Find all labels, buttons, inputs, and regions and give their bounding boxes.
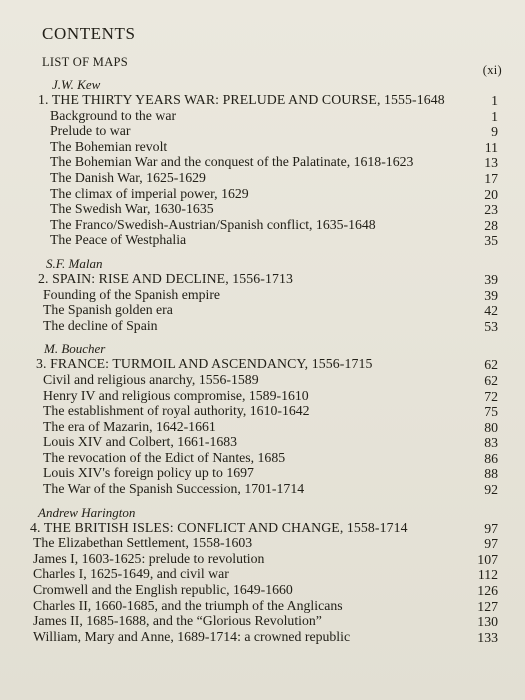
chapter-title-row: [0, 92, 525, 108]
section-row: [0, 108, 525, 124]
section-title: The revocation of the Edict of Nantes, 1685: [43, 449, 286, 465]
section-row: [0, 186, 525, 202]
chapter-title-row: [0, 271, 525, 287]
section-title: William, Mary and Anne, 1689-1714: a crowned republic: [33, 628, 351, 644]
section-page-number: 28: [484, 217, 498, 233]
section-title: The War of the Spanish Succession, 1701-1714: [43, 481, 305, 497]
section-title: The Danish War, 1625-1629: [50, 169, 206, 185]
section-title: Louis XIV's foreign policy up to 1697: [43, 465, 254, 481]
section-row: [0, 318, 525, 334]
section-row: [0, 629, 525, 645]
section-page-number: 20: [484, 186, 498, 202]
section-row: [0, 287, 525, 303]
list-of-maps-page: (xi): [482, 63, 502, 77]
section-page-number: 62: [484, 372, 498, 388]
section-page-number: 75: [484, 404, 498, 420]
section-title: The establishment of royal authority, 1610-1642: [43, 403, 310, 419]
section-row: [0, 481, 525, 497]
section-page-number: 17: [484, 170, 498, 186]
section-page-number: 1: [491, 108, 498, 124]
section-page-number: 130: [477, 614, 498, 630]
section-title: The Elizabethan Settlement, 1558-1603: [33, 535, 253, 551]
chapter-author: M. Boucher: [44, 341, 106, 357]
chapter-block: [0, 506, 525, 645]
section-title: Charles I, 1625-1649, and civil war: [33, 566, 229, 582]
section-page-number: 112: [477, 567, 498, 583]
chapter-block: [0, 78, 525, 248]
section-title: James II, 1685-1688, and the “Glorious Revolution”: [33, 613, 322, 629]
chapter-block: [0, 342, 525, 496]
section-title: Prelude to war: [50, 123, 131, 139]
section-page-number: 42: [484, 303, 498, 319]
section-title: Cromwell and the English republic, 1649-1660: [33, 582, 293, 598]
section-page-number: 107: [477, 551, 498, 567]
section-row: [0, 232, 525, 248]
section-title: The Bohemian War and the conquest of the Palatinate, 1618-1623: [50, 154, 414, 170]
section-row: [0, 535, 525, 551]
section-title: The Peace of Westphalia: [50, 232, 187, 248]
section-page-number: 23: [484, 202, 498, 218]
section-row: [0, 551, 525, 567]
chapter-block: [0, 257, 525, 333]
chapter-list: [0, 78, 525, 653]
chapter-title-row: [0, 356, 525, 372]
chapter-title: 1. THE THIRTY YEARS WAR: PRELUDE AND COURSE, 1555-1648: [38, 92, 445, 107]
chapter-author: J.W. Kew: [52, 77, 101, 92]
section-row: [0, 598, 525, 614]
chapter-page-number: 39: [484, 271, 498, 287]
section-page-number: 80: [484, 419, 498, 435]
section-title: James I, 1603-1625: prelude to revolution: [33, 550, 265, 566]
chapter-title: 4. THE BRITISH ISLES: CONFLICT AND CHANGE, 1558-1714: [30, 519, 408, 535]
list-of-maps-entry: [42, 55, 502, 77]
page-title: CONTENTS: [42, 24, 136, 43]
section-title: Background to the war: [50, 107, 177, 123]
chapter-author: Andrew Harington: [38, 504, 136, 520]
section-page-number: 133: [477, 629, 498, 645]
section-title: Henry IV and religious compromise, 1589-1610: [43, 387, 309, 403]
chapter-title: 3. FRANCE: TURMOIL AND ASCENDANCY, 1556-1715: [36, 356, 373, 372]
list-of-maps-label: LIST OF MAPS: [42, 55, 129, 69]
chapter-title: 2. SPAIN: RISE AND DECLINE, 1556-1713: [38, 270, 293, 286]
section-page-number: 13: [484, 155, 498, 171]
section-title: The decline of Spain: [43, 317, 158, 333]
section-title: The Swedish War, 1630-1635: [50, 201, 214, 217]
section-page-number: 72: [484, 388, 498, 404]
section-row: [0, 170, 525, 186]
section-row: [0, 450, 525, 466]
section-row: [0, 388, 525, 404]
section-page-number: 35: [484, 233, 498, 249]
section-title: Charles II, 1660-1685, and the triumph of the Anglicans: [33, 597, 343, 613]
section-page-number: 92: [484, 482, 498, 498]
section-page-number: 86: [484, 450, 498, 466]
section-row: [0, 613, 525, 629]
section-row: [0, 434, 525, 450]
section-row: [0, 154, 525, 170]
section-row: [0, 217, 525, 233]
chapter-page-number: 1: [491, 93, 498, 108]
section-row: [0, 465, 525, 481]
section-page-number: 39: [484, 287, 498, 303]
chapter-page-number: 97: [484, 520, 498, 536]
section-title: Louis XIV and Colbert, 1661-1683: [43, 434, 238, 450]
section-page-number: 97: [484, 536, 498, 552]
section-row: [0, 566, 525, 582]
section-title: Founding of the Spanish empire: [43, 286, 221, 302]
section-row: [0, 139, 525, 155]
section-row: [0, 372, 525, 388]
section-row: [0, 302, 525, 318]
section-title: The Spanish golden era: [43, 302, 173, 318]
section-page-number: 88: [484, 466, 498, 482]
section-title: The climax of imperial power, 1629: [50, 185, 249, 201]
section-page-number: 126: [477, 583, 498, 599]
section-row: [0, 419, 525, 435]
section-title: The Bohemian revolt: [50, 138, 168, 154]
section-page-number: 53: [484, 318, 498, 334]
section-row: [0, 123, 525, 139]
section-page-number: 83: [484, 435, 498, 451]
section-row: [0, 403, 525, 419]
section-row: [0, 582, 525, 598]
chapter-author: S.F. Malan: [46, 255, 103, 271]
chapter-page-number: 62: [484, 357, 498, 373]
section-title: The Franco/Swedish-Austrian/Spanish conflict, 1635-1648: [50, 216, 376, 232]
chapter-title-row: [0, 520, 525, 536]
section-title: The era of Mazarin, 1642-1661: [43, 418, 216, 434]
section-row: [0, 201, 525, 217]
section-title: Civil and religious anarchy, 1556-1589: [43, 371, 259, 387]
section-page-number: 127: [477, 598, 498, 614]
section-page-number: 11: [484, 139, 498, 155]
section-page-number: 9: [491, 124, 498, 140]
